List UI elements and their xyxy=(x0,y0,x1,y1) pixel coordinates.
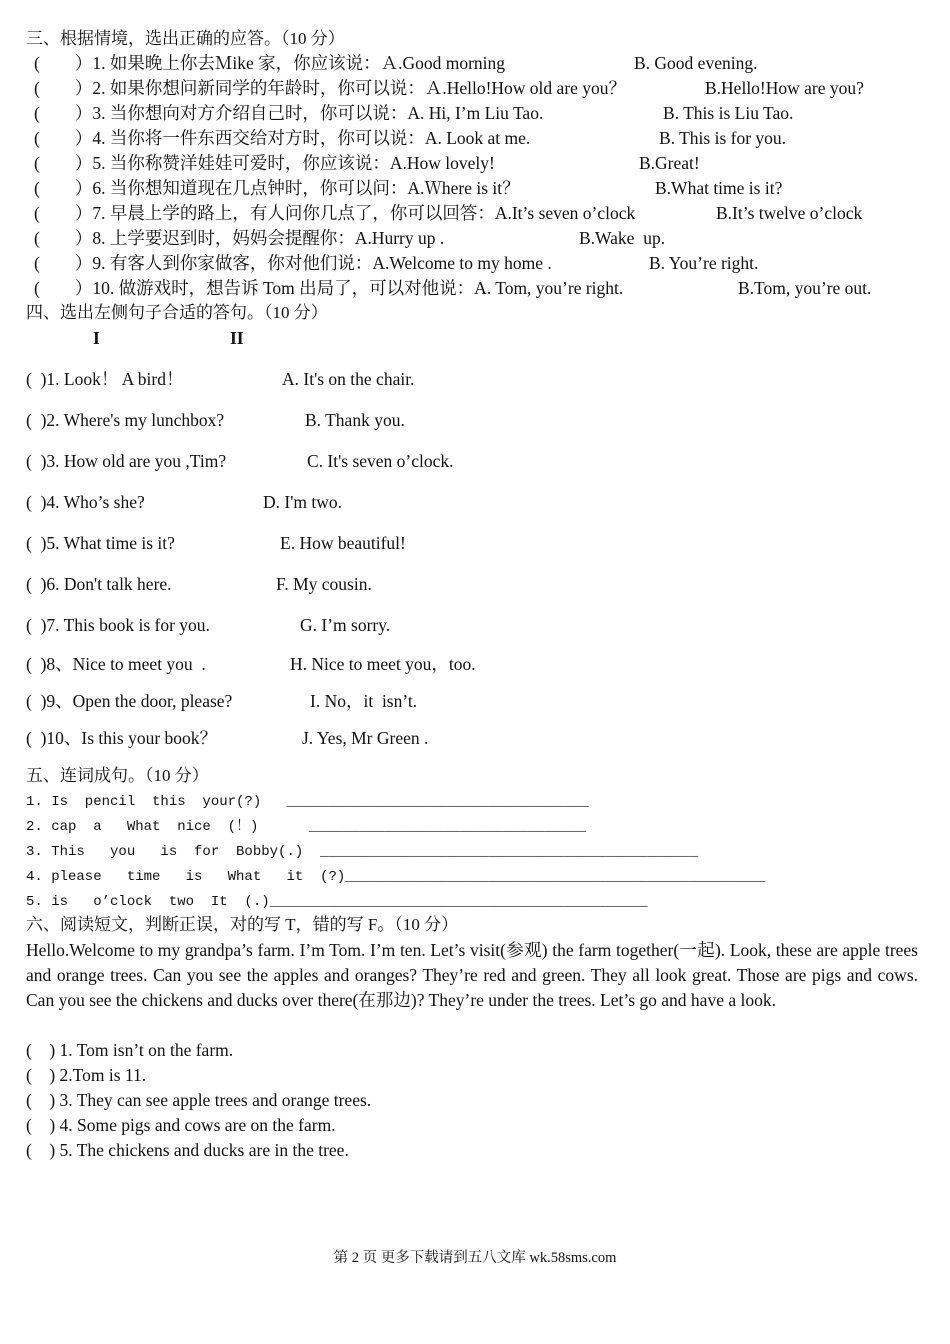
s3-q1: ( ）1. 如果晚上你去Ｍike 家，你应该说：Ａ.Good morning xyxy=(34,53,506,73)
s4-q9: ( )9、Open the door, please? xyxy=(26,691,233,711)
s5-item4: 4. please time is What it (?)__________________________________________________ xyxy=(26,869,766,885)
s4-a9: I. No，it isn’t. xyxy=(310,691,418,711)
column-II-label: II xyxy=(230,328,244,348)
s5-item2: 2. cap a What nice (！) _________________________________ xyxy=(26,819,587,835)
s3-q9-option-b: B. You’re right. xyxy=(649,253,759,273)
s3-q5-option-b: B.Great! xyxy=(639,153,700,173)
s3-q8: ( ）8. 上学要迟到时，妈妈会提醒你：A.Hurry up . xyxy=(34,228,445,248)
section6-heading: 六、阅读短文，判断正误，对的写 T，错的写 F。（10 分） xyxy=(26,915,459,934)
s3-q9: ( ）9. 有客人到你家做客，你对他们说：A.Welcome to my home . xyxy=(34,253,552,273)
section5-heading: 五、连词成句。（10 分） xyxy=(26,766,209,785)
s4-a10: J. Yes, Mr Green . xyxy=(302,728,429,748)
s4-q1: ( )1. Look！ A bird！ xyxy=(26,369,184,389)
section3-heading: 三、根据情境，选出正确的应答。（10 分） xyxy=(26,29,345,48)
s3-q10-option-b: B.Tom, you’re out. xyxy=(738,278,872,298)
s6-q4: ( ) 4. Some pigs and cows are on the farm. xyxy=(26,1115,336,1135)
s4-a7: G. I’m sorry. xyxy=(300,615,391,635)
s6-q5: ( ) 5. The chickens and ducks are in the tree. xyxy=(26,1140,349,1160)
s4-a1: A. It's on the chair. xyxy=(282,369,415,389)
s3-q2-option-b: B.Hello!How are you? xyxy=(705,78,864,98)
page-footer: 第 2 页 更多下载请到五八文库 wk.58sms.com xyxy=(333,1250,617,1266)
s4-q3: ( )3. How old are you ,Tim? xyxy=(26,451,227,471)
s4-a8: H. Nice to meet you，too. xyxy=(290,654,476,674)
s3-q6: ( ）6. 当你想知道现在几点钟时，你可以问：A.Ｗhere is it？ xyxy=(34,178,520,198)
s3-q7: ( ）7. 早晨上学的路上，有人问你几点了，你可以回答：A.It’s seven o’clock xyxy=(34,203,636,223)
s3-q4-option-b: B. This is for you. xyxy=(659,128,787,148)
s4-q2: ( )2. Where's my lunchbox? xyxy=(26,410,225,430)
s3-q3: ( ）3. 当你想向对方介绍自己时，你可以说：A. Hi, I’m Liu Tao. xyxy=(34,103,544,123)
s4-a6: F. My cousin. xyxy=(276,574,372,594)
s4-q6: ( )6. Don't talk here. xyxy=(26,574,172,594)
s3-q10: ( ）10. 做游戏时，想告诉 Tom 出局了，可以对他说：A. Tom, you’re right. xyxy=(34,278,624,298)
s6-q2: ( ) 2.Tom is 11. xyxy=(26,1065,147,1085)
s3-q3-option-b: B. This is Liu Tao. xyxy=(663,103,794,123)
s3-q1-option-b: B. Good evening. xyxy=(634,53,758,73)
s6-q3: ( ) 3. They can see apple trees and orange trees. xyxy=(26,1090,372,1110)
reading-passage: Hello.Welcome to my grandpa’s farm. I’m Tom. I’m ten. Let’s visit(参观) the farm together(一起). Look, these are apple trees and orange trees. Can you see the apples and oranges? They’re red and green. They all look great. Those are pigs and cows. Can you see the chickens and ducks over there(在那边)? They’re under the trees. Let’s go and have a look. xyxy=(26,940,918,1010)
s3-q8-option-b: B.Wake up. xyxy=(579,228,666,248)
s4-q10: ( )10、Is this your book？ xyxy=(26,728,218,748)
column-I-label: I xyxy=(93,328,100,348)
s4-q4: ( )4. Who’s she? xyxy=(26,492,145,512)
s5-item5: 5. is o’clock two It (.)_____________________________________________ xyxy=(26,894,648,910)
s3-q6-option-b: B.What time is it? xyxy=(655,178,783,198)
s4-q8: ( )8、Nice to meet you . xyxy=(26,654,206,674)
s3-q4: ( ）4. 当你将一件东西交给对方时，你可以说：A. Look at me. xyxy=(34,128,531,148)
s3-q2: ( ）2. 如果你想问新同学的年龄时，你可以说：Ａ.Hello!How old are you？ xyxy=(34,78,627,98)
section4-heading: 四、选出左侧句子合适的答句。（10 分） xyxy=(26,303,328,322)
s4-a4: D. I'm two. xyxy=(263,492,342,512)
s4-q7: ( )7. This book is for you. xyxy=(26,615,210,635)
s4-a5: E. How beautiful! xyxy=(280,533,406,553)
s4-a2: B. Thank you. xyxy=(305,410,405,430)
s5-item3: 3. This you is for Bobby(.) _____________________________________________ xyxy=(26,844,699,860)
s3-q7-option-b: B.It’s twelve o’clock xyxy=(716,203,863,223)
s4-a3: C. It's seven o’clock. xyxy=(307,451,454,471)
s4-q5: ( )5. What time is it? xyxy=(26,533,175,553)
s3-q5: ( ）5. 当你称赞洋娃娃可爱时，你应该说：A.How lovely! xyxy=(34,153,495,173)
s5-item1: 1. Is pencil this your(?) ____________________________________ xyxy=(26,794,589,810)
s6-q1: ( ) 1. Tom isn’t on the farm. xyxy=(26,1040,234,1060)
